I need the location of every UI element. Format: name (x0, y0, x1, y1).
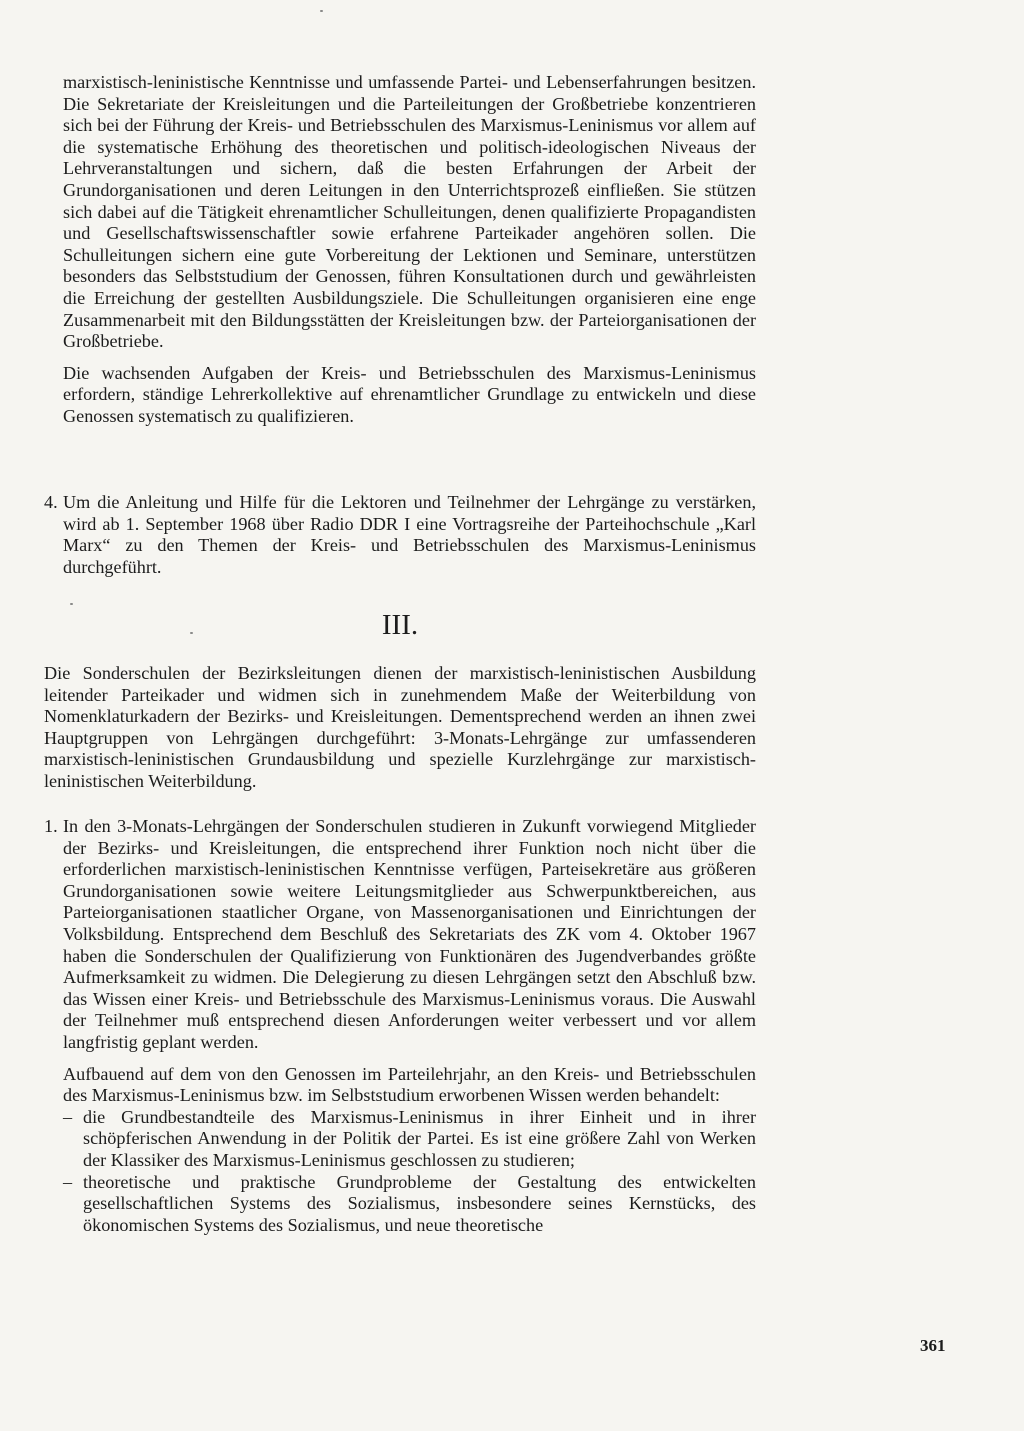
list-item-text: theoretische und praktische Grundprobleme der Gestaltung des entwickelten gesellschaftlichen Systems des Sozialismus, insbesondere seines Kernstücks, des ökonomischen Systems des Sozialismus, und neue theoretische (83, 1171, 756, 1235)
scan-speck (320, 10, 323, 12)
continuation-block (63, 72, 756, 428)
item-number: 1. (44, 816, 58, 836)
item-number: 4. (44, 492, 58, 512)
list-item (63, 1107, 756, 1172)
topic-list (63, 1107, 756, 1237)
item-text: In den 3-Monats-Lehrgängen der Sonderschulen studieren in Zukunft vorwiegend Mitglieder der Bezirks- und Kreisleitungen, die entsprechend ihrer Funktion noch nicht über die erforderlichen marxistisch-leninistischen Kenntnisse verfügen, Parteisekretäre aus größeren Grundorganisationen sowie weitere Leitungsmitglieder aus Schwerpunktbereichen, aus Parteiorganisationen staatlicher Organe, von Massenorganisationen und Einrichtungen der Volksbildung. Entsprechend dem Beschluß des Sekretariats des ZK vom 4. Oktober 1967 haben die Sonderschulen der Qualifizierung von Funktionären des Jugendverbandes größte Aufmerksamkeit zu widmen. Die Delegierung zu diesen Lehrgängen setzt den Abschluß bzw. das Wissen einer Kreis- und Betriebsschule des Marxismus-Leninismus voraus. Die Auswahl der Teilnehmer muß entsprechend diesen Anforderungen weiter verbessert und vor allem langfristig geplant werden. (63, 816, 756, 1052)
item-body (63, 816, 756, 1236)
list-item (63, 1172, 756, 1237)
numbered-item-4 (44, 492, 756, 578)
dash-bullet: – (63, 1171, 73, 1192)
scan-speck (70, 603, 73, 605)
item-followup: Aufbauend auf dem von den Genossen im Parteilehrjahr, an den Kreis- und Betriebsschulen des Marxismus-Leninismus bzw. im Selbststudium erworbenen Wissen werden behandelt: (63, 1063, 756, 1106)
item-text: Um die Anleitung und Hilfe für die Lektoren und Teilnehmer der Lehrgänge zu verstärken, wird ab 1. September 1968 über Radio DDR I eine Vortragsreihe der Parteihochschule „Karl Marx“ zu den Themen der Kreis- und Betriebsschulen des Marxismus-Leninismus durchgeführt. (63, 492, 756, 577)
continuation-paragraph: marxistisch-leninistische Kenntnisse und umfassende Partei- und Lebenserfahrungen besitzen. Die Sekretariate der Kreisleitungen und die Parteileitungen der Großbetriebe konzentrieren sich bei der Führung der Kreis- und Betriebsschulen des Marxismus-Leninismus vor allem auf die systematische Erhöhung des theoretischen und politisch-ideologischen Niveaus der Lehrveranstaltungen und sichern, daß die besten Erfahrungen der Arbeit der Grundorganisationen und deren Leitungen in den Unterrichtsprozeß einfließen. Sie stützen sich dabei auf die Tätigkeit ehrenamtlicher Schulleitungen, denen qualifizierte Propagandisten und Gesellschaftswissenschaftler sowie erfahrene Parteikader angehören sollen. Die Schulleitungen sichern eine gute Vorbereitung der Lektionen und Seminare, unterstützen besonders das Selbststudium der Genossen, führen Konsultationen durch und gewährleisten die Erreichung der gestellten Ausbildungsziele. Die Schulleitungen organisieren eine enge Zusammenarbeit mit den Bildungsstätten der Kreisleitungen bzw. der Parteiorganisationen der Großbetriebe. (63, 72, 756, 352)
list-item-text: die Grundbestandteile des Marxismus-Leninismus in ihrer Einheit und in ihrer schöpferischen Anwendung in der Politik der Partei. Es ist eine größere Zahl von Werken der Klassiker des Marxismus-Leninismus geschlossen zu studieren; (83, 1106, 756, 1170)
section-intro-paragraph: Die Sonderschulen der Bezirksleitungen dienen der marxistisch-leninistischen Ausbildung leitender Parteikader und widmen sich in zunehmendem Maße der Weiterbildung von Nomenklaturkadern der Bezirks- und Kreisleitungen. Dementsprechend werden an ihnen zwei Hauptgruppen von Lehrgängen durchgeführt: 3-Monats-Lehrgänge zur umfassenderen marxistisch-leninistischen Grundausbildung und spezielle Kurzlehrgänge zur marxistisch-leninistischen Weiterbildung. (44, 663, 756, 791)
numbered-item-1 (44, 816, 756, 1236)
section-heading: III. (381, 609, 419, 641)
page-number: 361 (920, 1336, 946, 1355)
dash-bullet: – (63, 1106, 73, 1127)
teacher-collectives-paragraph: Die wachsenden Aufgaben der Kreis- und Betriebsschulen des Marxismus-Leninismus erfordern, ständige Lehrerkollektive auf ehrenamtlicher Grundlage zu entwickeln und diese Genossen systematisch zu qualifizieren. (63, 362, 756, 426)
